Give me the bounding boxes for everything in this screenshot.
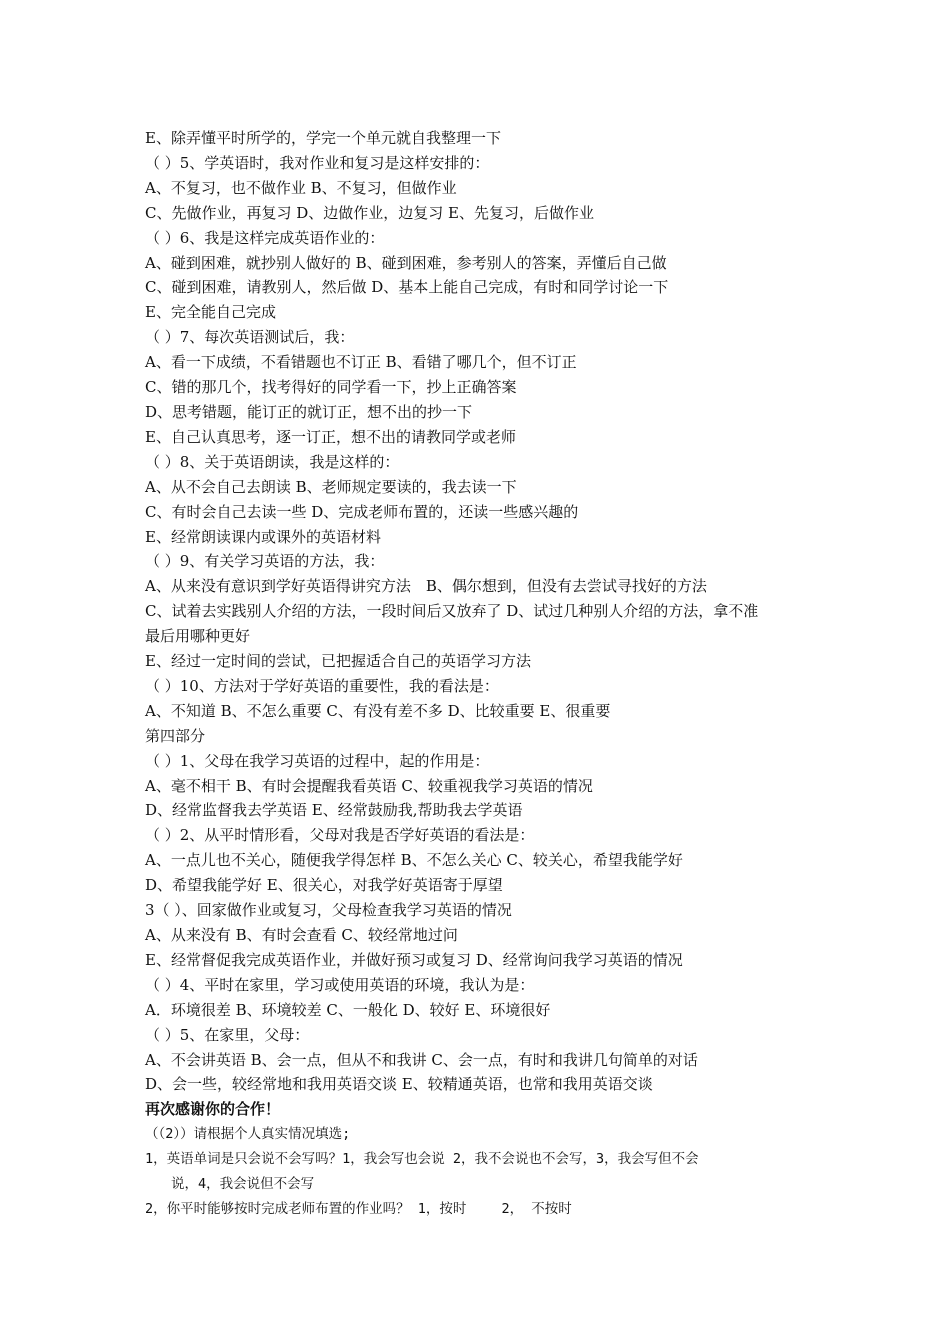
option-line: E、自己认真思考，逐一订正，想不出的请教同学或老师 [145, 427, 516, 446]
question-line: （ ）1、父母在我学习英语的过程中，起的作用是： [145, 751, 490, 770]
question-line: （ ）7、每次英语测试后，我： [145, 328, 355, 347]
option-line: A、从来没有意识到学好英语得讲究方法 B、偶尔想到，但没有去尝试寻找好的方法 [145, 577, 707, 596]
document-body [145, 126, 815, 1222]
question-line: （ ）6、我是这样完成英语作业的： [145, 228, 385, 247]
option-line: D、思考错题，能订正的就订正，想不出的抄一下 [145, 402, 473, 421]
question-1-continued: 说，4，我会说但不会写 [171, 1176, 315, 1193]
closing-text: 再次感谢你的合作！ [145, 1100, 281, 1119]
option-line: E、经常朗读课内或课外的英语材料 [145, 527, 381, 546]
question-1: 1，英语单词是只会说不会写吗？1，我会写也会说 2，我不会说也不会写，3，我会写但不会 [145, 1151, 699, 1168]
question-2: 2，你平时能够按时完成老师布置的作业吗？ 1，按时 2， 不按时 [145, 1200, 572, 1217]
option-line: 最后用哪种更好 [145, 627, 251, 646]
option-line: A、毫不相干 B、有时会提醒我看英语 C、较重视我学习英语的情况 [145, 776, 593, 795]
option-line: D、希望我能学好 E、很关心，对我学好英语寄于厚望 [145, 876, 503, 895]
text-line: E、除弄懂平时所学的，学完一个单元就自我整理一下 [145, 129, 501, 147]
option-line: E、经过一定时间的尝试，已把握适合自己的英语学习方法 [145, 652, 531, 671]
option-line: D、经常监督我去学英语 E、经常鼓励我,帮助我去学英语 [145, 801, 523, 820]
question-line: （ ）4、平时在家里，学习或使用英语的环境，我认为是： [145, 975, 535, 994]
option-line: C、错的那几个，找考得好的同学看一下，抄上正确答案 [145, 378, 517, 397]
option-line: D、会一些，较经常地和我用英语交谈 E、较精通英语，也常和我用英语交谈 [145, 1075, 653, 1094]
option-line: A、看一下成绩，不看错题也不订正 B、看错了哪几个，但不订正 [145, 353, 577, 372]
question-line: （ ）5、学英语时，我对作业和复习是这样安排的： [145, 153, 490, 172]
option-line: A、一点儿也不关心，随便我学得怎样 B、不怎么关心 C、较关心，希望我能学好 [145, 851, 683, 870]
option-line: A、从不会自己去朗读 B、老师规定要读的，我去读一下 [145, 477, 517, 496]
question-line: （ ）5、在家里，父母： [145, 1025, 310, 1044]
option-line: A、不复习，也不做作业 B、不复习，但做作业 [145, 178, 457, 197]
question-line: （ ）9、有关学习英语的方法，我： [145, 552, 385, 571]
option-line: A、不会讲英语 B、会一点，但从不和我讲 C、会一点，有时和我讲几句简单的对话 [145, 1050, 698, 1069]
section-heading: 第四部分 [145, 726, 206, 745]
question-line: 3（ ）、回家做作业或复习，父母检查我学习英语的情况 [145, 901, 512, 920]
question-line: （ ）10、方法对于学好英语的重要性，我的看法是： [145, 676, 499, 695]
option-line: E、完全能自己完成 [145, 303, 276, 322]
question-line: （ ）2、从平时情形看，父母对我是否学好英语的看法是： [145, 826, 535, 845]
option-line: A、碰到困难，就抄别人做好的 B、碰到困难，参考别人的答案，弄懂后自己做 [145, 253, 667, 272]
option-line: C、有时会自己去读一些 D、完成老师布置的，还读一些感兴趣的 [145, 502, 579, 521]
question-line: （ ）8、关于英语朗读，我是这样的： [145, 452, 400, 471]
part2-intro: （（2））请根据个人真实情况填选; [145, 1126, 351, 1143]
option-line: C、先做作业，再复习 D、边做作业，边复习 E、先复习，后做作业 [145, 203, 594, 222]
option-line: A．环境很差 B、环境较差 C、一般化 D、较好 E、环境很好 [145, 1000, 551, 1019]
option-line: C、试着去实践别人介绍的方法，一段时间后又放弃了 D、试过几种别人介绍的方法，拿不准 [145, 602, 759, 621]
option-line: E、经常督促我完成英语作业，并做好预习或复习 D、经常询问我学习英语的情况 [145, 950, 683, 969]
option-line: A、不知道 B、不怎么重要 C、有没有差不多 D、比较重要 E、很重要 [145, 701, 611, 720]
option-line: C、碰到困难，请教别人，然后做 D、基本上能自己完成，有时和同学讨论一下 [145, 278, 669, 297]
option-line: A、从来没有 B、有时会查看 C、较经常地过问 [145, 926, 458, 944]
